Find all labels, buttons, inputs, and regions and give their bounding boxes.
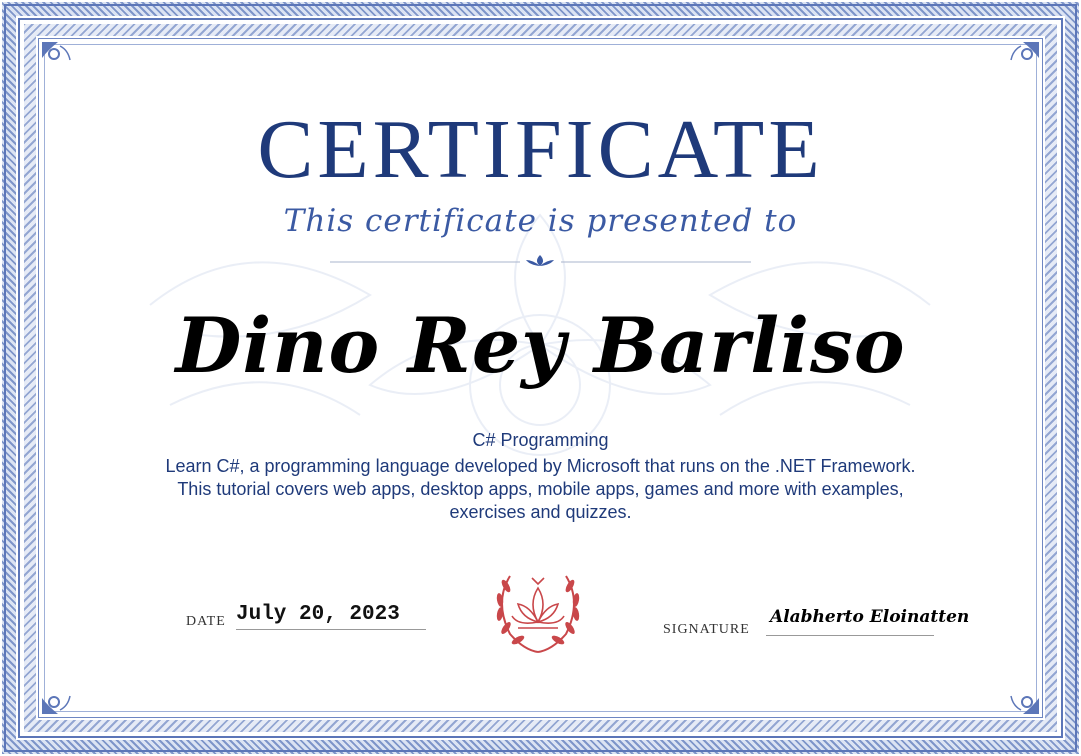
date-label: DATE [186, 614, 226, 629]
signature-label: SIGNATURE [663, 622, 750, 637]
corner-ornament-icon [40, 40, 74, 74]
corner-ornament-icon [40, 682, 74, 716]
laurel-lotus-seal-icon [488, 562, 588, 658]
signature-underline [766, 635, 934, 636]
course-title: C# Programming [472, 430, 609, 450]
certificate-subtitle: This certificate is presented to [283, 203, 798, 239]
signature-value: Alabherto Eloinatten [770, 607, 970, 627]
date-underline [236, 629, 426, 630]
corner-ornament-icon [1007, 40, 1041, 74]
corner-ornament-icon [1007, 682, 1041, 716]
course-description: Learn C#, a programming language developed by Microsoft that runs on the .NET Framework. This tutorial covers web apps, desktop apps, mobile apps, games and more with examples, exercises and quizzes. [165, 456, 916, 522]
lotus-divider-icon [330, 253, 751, 269]
certificate-title: CERTIFICATE [257, 103, 824, 196]
recipient-name: Dino Rey Barliso [175, 301, 906, 390]
date-value: July 20, 2023 [236, 603, 400, 626]
